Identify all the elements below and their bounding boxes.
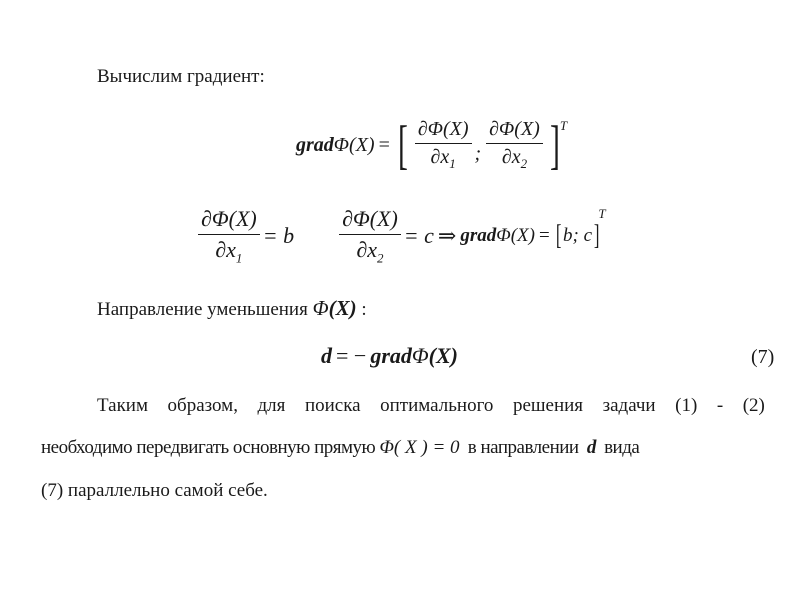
paragraph-text: в направлении	[467, 437, 579, 458]
fraction-numerator: ∂Φ(X)	[198, 206, 260, 235]
gradient-equation	[296, 115, 568, 175]
paragraph-text: вида	[604, 437, 640, 458]
fraction-denominator: $\partial x_1$	[430, 146, 456, 171]
paragraph-line-3: (7) параллельно самой себе.	[41, 480, 268, 501]
direction-equation	[321, 343, 458, 369]
grad-operator: grad	[296, 133, 334, 156]
paragraph-word: оптимального	[380, 395, 494, 416]
gradient-vector: b; c	[563, 225, 593, 247]
partial-fraction-x1	[415, 118, 472, 172]
phi-symbol: Φ	[411, 343, 429, 368]
equals-minus: = −	[336, 343, 367, 368]
fraction-denominator: $\partial x_1$	[215, 237, 243, 266]
paragraph-word: (2)	[742, 395, 765, 416]
paragraph-word: решения	[512, 395, 584, 416]
paragraph-word: (1)	[675, 395, 698, 416]
partial-fraction-x1	[198, 206, 260, 266]
paragraph-word: образом,	[167, 395, 238, 416]
fraction-denominator: $\partial x_2$	[501, 146, 528, 171]
equals-sign: =	[378, 133, 390, 156]
direction-colon: :	[361, 299, 367, 320]
phi-argument: (X)	[428, 343, 458, 368]
direction-vector-d: d	[321, 343, 332, 368]
direction-heading	[97, 296, 367, 321]
paragraph-word: для	[257, 395, 286, 416]
paragraph-line-2	[41, 437, 639, 459]
equation-number: (7)	[751, 346, 775, 368]
vector-separator: ;	[474, 142, 482, 165]
heading: Вычислим градиент:	[97, 66, 265, 87]
implies-arrow-icon: ⇒	[437, 223, 457, 249]
paragraph-line-1	[97, 395, 765, 417]
partial-fraction-x2	[486, 118, 543, 172]
phi-symbol: Φ	[312, 296, 329, 320]
left-bracket-icon: [	[397, 115, 408, 175]
fraction-numerator: ∂Φ(X)	[415, 118, 472, 144]
phi-symbol: Φ	[496, 225, 511, 247]
equals-sign: =	[539, 225, 550, 247]
grad-operator: grad	[370, 343, 412, 368]
direction-text: Направление уменьшения	[97, 299, 308, 320]
value-c: = c	[403, 223, 434, 249]
line-equation: Φ( X ) = 0	[379, 437, 460, 458]
fraction-numerator: ∂Φ(X)	[339, 206, 401, 235]
phi-argument: (X)	[328, 296, 357, 320]
partial-derivatives-equation	[195, 206, 606, 266]
right-bracket-icon: ]	[593, 220, 600, 252]
transpose-marker: T	[598, 206, 606, 221]
right-bracket-icon: ]	[549, 115, 560, 175]
paragraph-word: -	[716, 395, 724, 416]
paragraph-word: Таким	[97, 395, 148, 416]
transpose-marker: T	[559, 118, 568, 133]
phi-argument: (X)	[349, 133, 375, 156]
value-b: = b	[262, 223, 295, 249]
paragraph-text: необходимо передвигать основную прямую	[41, 437, 376, 458]
left-bracket-icon: [	[555, 220, 562, 252]
partial-fraction-x2	[339, 206, 401, 266]
grad-operator: grad	[460, 225, 497, 247]
direction-vector-d: d	[586, 437, 596, 458]
fraction-numerator: ∂Φ(X)	[486, 118, 543, 144]
paragraph-word: задачи	[602, 395, 656, 416]
phi-argument: (X)	[510, 225, 535, 247]
fraction-denominator: $\partial x_2$	[356, 237, 384, 266]
paragraph-word: поиска	[304, 395, 361, 416]
phi-symbol: Φ	[333, 133, 350, 156]
